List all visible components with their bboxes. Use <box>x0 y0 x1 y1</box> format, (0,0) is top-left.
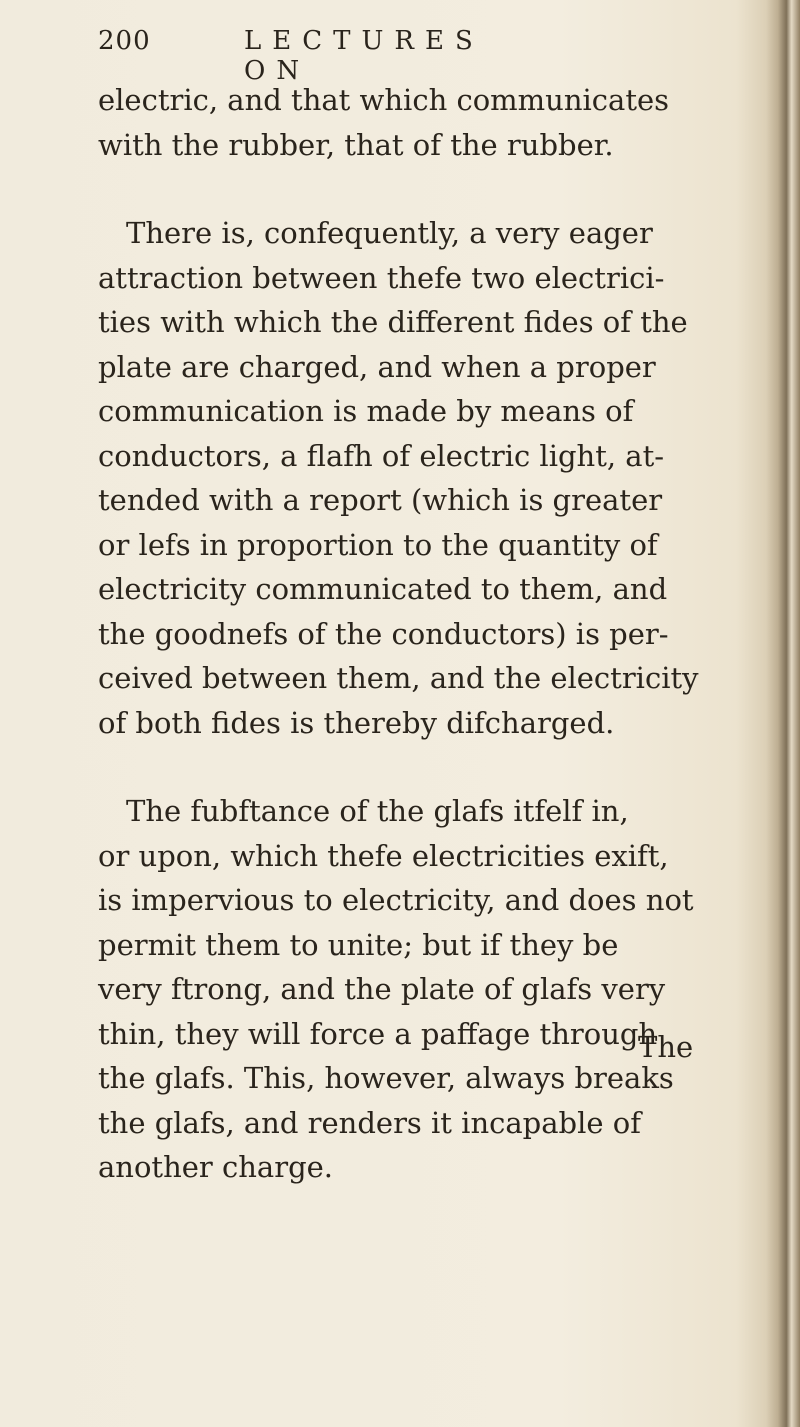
text-line: or upon, which thefe electricities exift, <box>98 838 669 873</box>
text-line: very ftrong, and the plate of glafs very <box>98 972 666 1006</box>
text-line: of both fides is thereby difcharged. <box>98 705 615 740</box>
paragraph-1 <box>98 78 738 167</box>
text-line: is impervious to electricity, and does not <box>98 883 694 917</box>
text-line: permit them to unite; but if they be <box>98 927 619 962</box>
text-line: conductors, a flafh of electric light, at- <box>98 438 665 473</box>
text-line: The fubftance of the glafs itfelf in, <box>126 794 629 828</box>
text-line: attraction between thefe two electrici- <box>98 260 665 295</box>
text-line: or lefs in proportion to the quantity of <box>98 527 658 562</box>
running-title: LECTURES ON <box>244 26 484 86</box>
text-line: the glafs, and renders it incapable of <box>98 1105 641 1140</box>
text-line: the goodnefs of the conductors) is per- <box>98 616 669 651</box>
page-edge-shadow <box>766 0 800 1427</box>
text-line: thin, they will force a paffage through <box>98 1016 658 1051</box>
text-line: There is, confequently, a very eager <box>126 216 653 250</box>
text-line: communication is made by means of <box>98 394 634 428</box>
text-line: plate are charged, and when a proper <box>98 349 656 384</box>
text-line: ceived between them, and the electricity <box>98 661 699 695</box>
text-line: with the rubber, that of the rubber. <box>98 127 614 162</box>
running-head <box>98 26 558 86</box>
page-number: 200 <box>98 26 151 56</box>
text-line: electricity communicated to them, and <box>98 572 668 606</box>
body-text <box>98 78 738 1190</box>
text-line: another charge. <box>98 1150 334 1184</box>
text-line: electric, and that which communicates <box>98 83 670 117</box>
text-line: the glafs. This, however, always breaks <box>98 1061 674 1095</box>
paragraph-2 <box>98 211 738 745</box>
text-line: ties with which the different fides of the <box>98 305 688 339</box>
catchword: The <box>638 1030 694 1064</box>
text-line: tended with a report (which is greater <box>98 483 663 517</box>
paragraph-3 <box>98 789 738 1190</box>
